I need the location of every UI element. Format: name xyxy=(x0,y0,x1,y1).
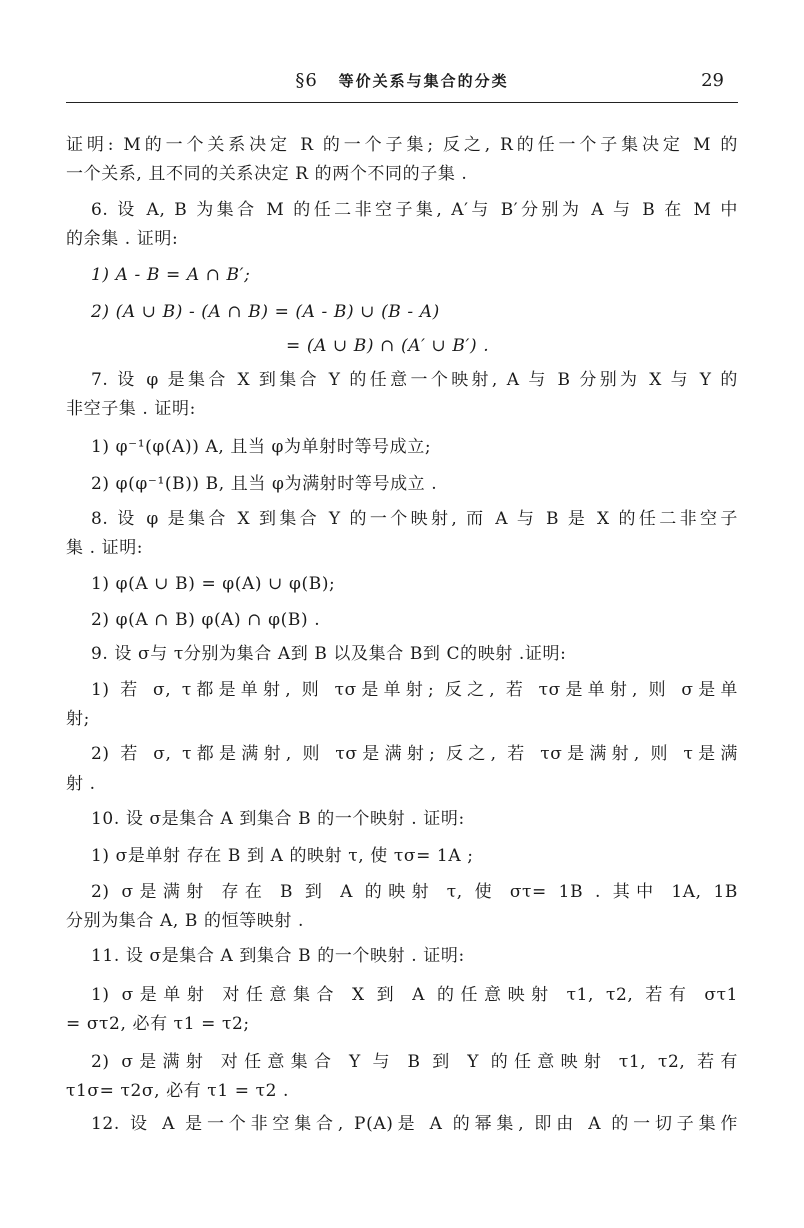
section-mark: §6 xyxy=(295,70,318,91)
exercise-item: 2) (A ∪ B) - (A ∩ B) = (A - B) ∪ (B - A) xyxy=(91,302,440,322)
text-line: = στ2, 必有 τ1 = τ2; xyxy=(66,1014,250,1034)
text-line: 射 . xyxy=(66,774,96,794)
exercise-item: 1) σ是单射 对任意集合 X 到 A 的任意映射 τ1, τ2, 若有 στ1 xyxy=(91,985,738,1005)
exercise-item: 1) φ⁻¹(φ(A)) A, 且当 φ为单射时等号成立; xyxy=(91,437,432,457)
text-line: 射; xyxy=(66,709,90,729)
text-line: 证明: M的一个关系决定 R 的一个子集; 反之, R的任一个子集决定 M 的 xyxy=(66,135,738,155)
exercise-item: 1) φ(A ∪ B) = φ(A) ∪ φ(B); xyxy=(91,574,336,594)
exercise-6: 6. 设 A, B 为集合 M 的任二非空子集, A′与 B′分别为 A 与 B 在 M 中 xyxy=(91,200,738,220)
equation-continuation: = (A ∪ B) ∩ (A′ ∪ B′) . xyxy=(286,336,490,356)
exercise-item: 2) σ是满射 存在 B 到 A 的映射 τ, 使 στ= 1B . 其中 1A, 1B xyxy=(91,882,738,902)
text-line: 集 . 证明: xyxy=(66,538,144,558)
exercise-item: 1) 若 σ, τ都是单射, 则 τσ是单射; 反之, 若 τσ是单射, 则 σ是单 xyxy=(91,680,738,700)
exercise-10: 10. 设 σ是集合 A 到集合 B 的一个映射 . 证明: xyxy=(91,809,465,829)
text-line: τ1σ= τ2σ, 必有 τ1 = τ2 . xyxy=(66,1081,290,1101)
section-title: 等价关系与集合的分类 xyxy=(338,72,509,90)
exercise-item: 1) A - B = A ∩ B′; xyxy=(91,265,251,285)
exercise-item: 1) σ是单射 存在 B 到 A 的映射 τ, 使 τσ= 1A ; xyxy=(91,846,474,866)
exercise-item: 2) φ(φ⁻¹(B)) B, 且当 φ为满射时等号成立 . xyxy=(91,474,438,494)
exercise-7: 7. 设 φ 是集合 X 到集合 Y 的任意一个映射, A 与 B 分别为 X 与 Y 的 xyxy=(91,370,738,390)
text-line: 分别为集合 A, B 的恒等映射 . xyxy=(66,911,304,931)
exercise-12: 12. 设 A 是一个非空集合, P(A)是 A 的幂集, 即由 A 的一切子集作 xyxy=(91,1114,738,1134)
exercise-item: 2) 若 σ, τ都是满射, 则 τσ是满射; 反之, 若 τσ是满射, 则 τ是满 xyxy=(91,744,738,764)
exercise-item: 2) φ(A ∩ B) φ(A) ∩ φ(B) . xyxy=(91,610,321,630)
exercise-8: 8. 设 φ 是集合 X 到集合 Y 的一个映射, 而 A 与 B 是 X 的任二非空子 xyxy=(91,509,738,529)
text-line: 的余集 . 证明: xyxy=(66,229,179,249)
page-number: 29 xyxy=(701,70,724,91)
text-line: 非空子集 . 证明: xyxy=(66,399,196,419)
text-line: 一个关系, 且不同的关系决定 R 的两个不同的子集 . xyxy=(66,164,468,184)
header-title-block xyxy=(66,70,738,91)
running-header xyxy=(66,66,738,103)
exercise-11: 11. 设 σ是集合 A 到集合 B 的一个映射 . 证明: xyxy=(91,946,465,966)
exercise-9: 9. 设 σ与 τ分别为集合 A到 B 以及集合 B到 C的映射 .证明: xyxy=(91,644,567,664)
exercise-item: 2) σ是满射 对任意集合 Y 与 B 到 Y 的任意映射 τ1, τ2, 若有 xyxy=(91,1052,738,1072)
